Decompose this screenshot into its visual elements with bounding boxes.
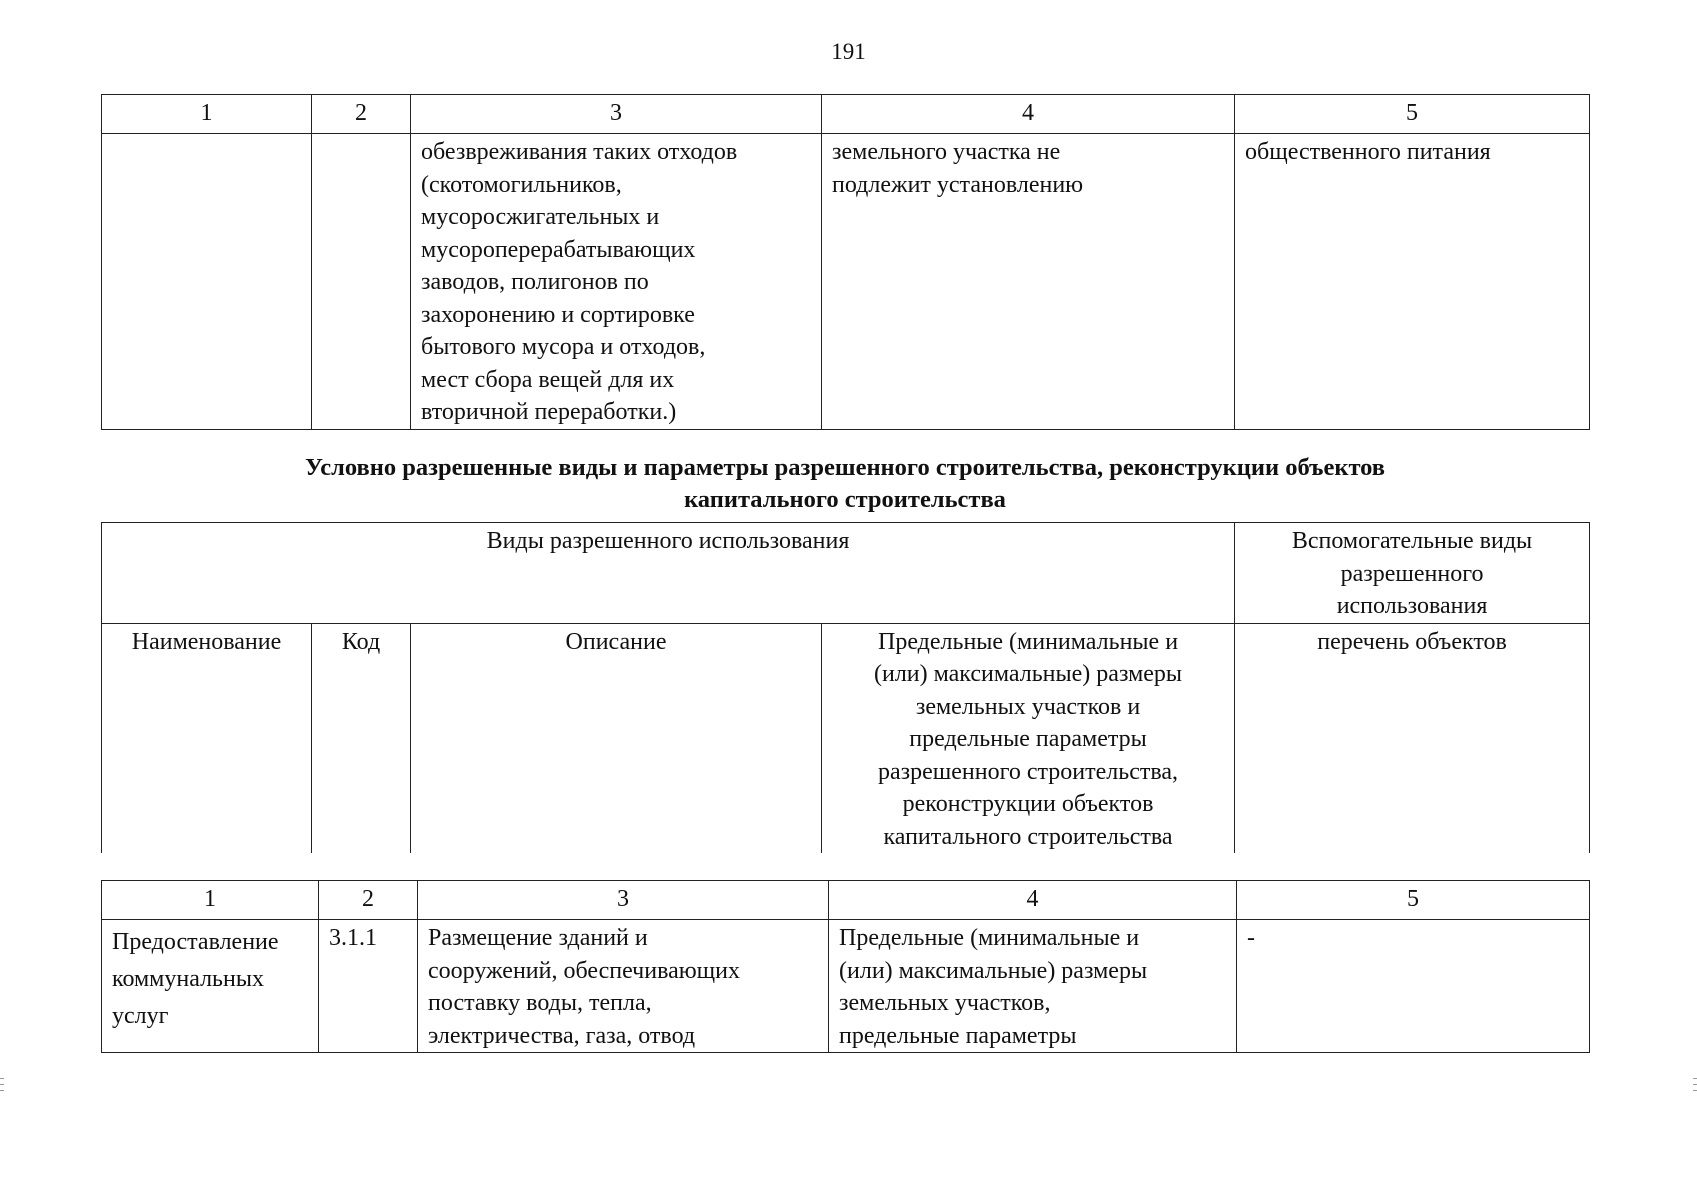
- header-cell-3: 3: [418, 881, 829, 920]
- table-header-row: [102, 881, 1590, 920]
- cell-limits: [829, 920, 1237, 1053]
- header-cell-2: 2: [312, 95, 411, 134]
- col-header-code: Код: [312, 623, 411, 853]
- cell-name: [102, 134, 312, 430]
- text-line: мусоросжигательных и: [421, 204, 660, 230]
- text-line: бытового мусора и отходов,: [421, 334, 706, 360]
- text-line: разрешенного: [1340, 560, 1484, 587]
- header-cell-5: 5: [1235, 95, 1590, 134]
- col-header-name: Наименование: [102, 623, 312, 853]
- header-cell-1: 1: [102, 95, 312, 134]
- text-line: (скотомогильников,: [421, 171, 622, 198]
- scan-mark-right: [1693, 1090, 1697, 1091]
- scan-mark-left: [0, 1084, 4, 1085]
- text-line: Предельные (минимальные и: [839, 925, 1140, 951]
- cell-limits: [822, 134, 1235, 430]
- col-header-description: Описание: [411, 623, 822, 853]
- header-cell-2: 2: [319, 881, 418, 920]
- cell-description: [411, 134, 822, 430]
- text-line: реконструкции объектов: [902, 791, 1154, 817]
- header-cell-4: 4: [829, 881, 1237, 920]
- text-line: Вспомогательные виды: [1291, 528, 1533, 554]
- scan-mark-right: [1693, 1078, 1697, 1079]
- text-line: использования: [1336, 593, 1488, 619]
- table-row: [102, 134, 1590, 430]
- cell-description: [418, 920, 829, 1053]
- cell-code: 3.1.1: [319, 920, 418, 1053]
- col-header-limits: [822, 623, 1235, 853]
- text-line: коммунальных: [112, 966, 264, 992]
- text-line: разрешенного строительства,: [878, 758, 1179, 785]
- header-cell-4: 4: [822, 95, 1235, 134]
- text-line: капитального строительства: [883, 823, 1173, 850]
- scan-mark-right: [1693, 1084, 1697, 1085]
- section-heading: [100, 452, 1590, 516]
- group-main-header: Виды разрешенного использования: [102, 523, 1235, 624]
- text-line: общественного питания: [1245, 139, 1491, 165]
- header-cell-5: 5: [1237, 881, 1590, 920]
- text-line: вторичной переработки.): [421, 399, 677, 425]
- group-header-row: [102, 523, 1590, 624]
- text-line: мусороперерабатывающих: [421, 236, 696, 263]
- page-number: 191: [831, 39, 866, 64]
- scan-mark-left: [0, 1090, 4, 1091]
- header-cell-1: 1: [102, 881, 319, 920]
- text-line: Предоставление: [112, 929, 279, 955]
- header-cell-3: 3: [411, 95, 822, 134]
- uses-table: [101, 880, 1590, 1053]
- continuation-table: [101, 94, 1590, 430]
- text-line: захоронению и сортировке: [421, 301, 695, 328]
- text-line: Предельные (минимальные и: [877, 628, 1179, 655]
- cell-code: [312, 134, 411, 430]
- column-headings-table: [101, 522, 1590, 853]
- cell-objects: [1235, 134, 1590, 430]
- text-line: заводов, полигонов по: [421, 269, 649, 295]
- text-line: мест сбора вещей для их: [421, 366, 675, 393]
- text-line: электричества, газа, отвод: [428, 1022, 696, 1049]
- heading-line-1: Условно разрешенные виды и параметры разрешенного строительства, реконструкции объектов: [304, 454, 1386, 481]
- col-header-objects: перечень объектов: [1235, 623, 1590, 853]
- table-row: [102, 920, 1590, 1053]
- text-line: услуг: [112, 1003, 169, 1029]
- text-line: поставку воды, тепла,: [428, 990, 652, 1016]
- text-line: (или) максимальные) размеры: [839, 957, 1148, 984]
- group-aux-header: [1235, 523, 1590, 624]
- cell-objects: -: [1237, 920, 1590, 1053]
- text-line: подлежит установлению: [832, 171, 1084, 198]
- text-line: (или) максимальные) размеры: [873, 661, 1183, 687]
- text-line: сооружений, обеспечивающих: [428, 957, 740, 984]
- text-line: земельных участков,: [839, 990, 1051, 1016]
- text-line: предельные параметры: [839, 1022, 1077, 1049]
- scan-mark-left: [0, 1078, 4, 1079]
- table-header-row: [102, 95, 1590, 134]
- cell-name: [102, 920, 319, 1053]
- text-line: земельных участков и: [915, 693, 1141, 720]
- heading-line-2: капитального строительства: [684, 486, 1006, 513]
- column-header-row: [102, 623, 1590, 853]
- text-line: предельные параметры: [909, 726, 1147, 752]
- text-line: Размещение зданий и: [428, 925, 648, 951]
- text-line: земельного участка не: [832, 139, 1061, 165]
- text-line: обезвреживания таких отходов: [421, 139, 738, 165]
